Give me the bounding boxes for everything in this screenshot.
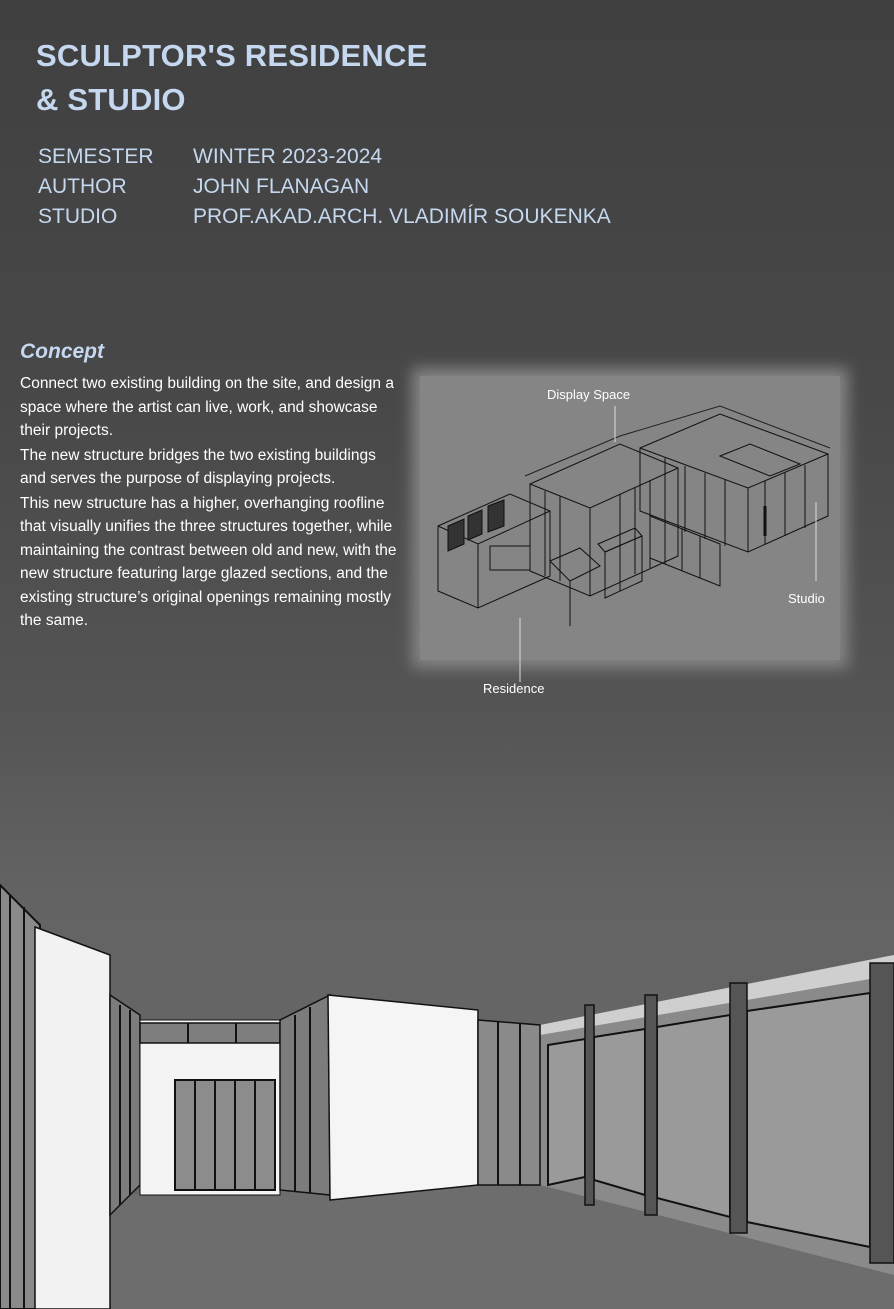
poster-title <box>36 34 536 122</box>
meta-row-semester <box>38 142 611 172</box>
label-studio: Studio <box>788 591 825 606</box>
meta-value: JOHN FLANAGAN <box>193 175 370 198</box>
meta-row-studio <box>38 202 611 232</box>
concept-paragraph: Connect two existing building on the site, and design a space where the artist can live, work, and showcase their projects. <box>20 375 394 439</box>
meta-key: STUDIO <box>38 205 118 228</box>
concept-paragraph: The new structure bridges the two existing buildings and serves the purpose of displaying projects. <box>20 446 376 487</box>
concept-heading: Concept <box>20 340 104 363</box>
label-residence: Residence <box>483 681 545 696</box>
axonometric-diagram <box>420 376 840 696</box>
concept-text <box>20 372 400 633</box>
meta-row-author <box>38 172 611 202</box>
title-line-1: SCULPTOR'S RESIDENCE <box>36 38 428 73</box>
label-display-space: Display Space <box>547 387 631 402</box>
meta-key: SEMESTER <box>38 145 154 168</box>
meta-value: PROF.AKAD.ARCH. VLADIMÍR SOUKENKA <box>193 205 611 228</box>
meta-value: WINTER 2023-2024 <box>193 145 383 168</box>
interior-render <box>0 855 894 1309</box>
concept-paragraph: This new structure has a higher, overhanging roofline that visually unifies the three structures together, while maintaining the contrast between old and new, with the new structure featuring large glazed sections, and the existing structure’s original openings remaining mostly the same. <box>20 494 397 629</box>
project-meta <box>38 142 611 232</box>
title-line-2: & STUDIO <box>36 82 186 117</box>
meta-key: AUTHOR <box>38 175 127 198</box>
